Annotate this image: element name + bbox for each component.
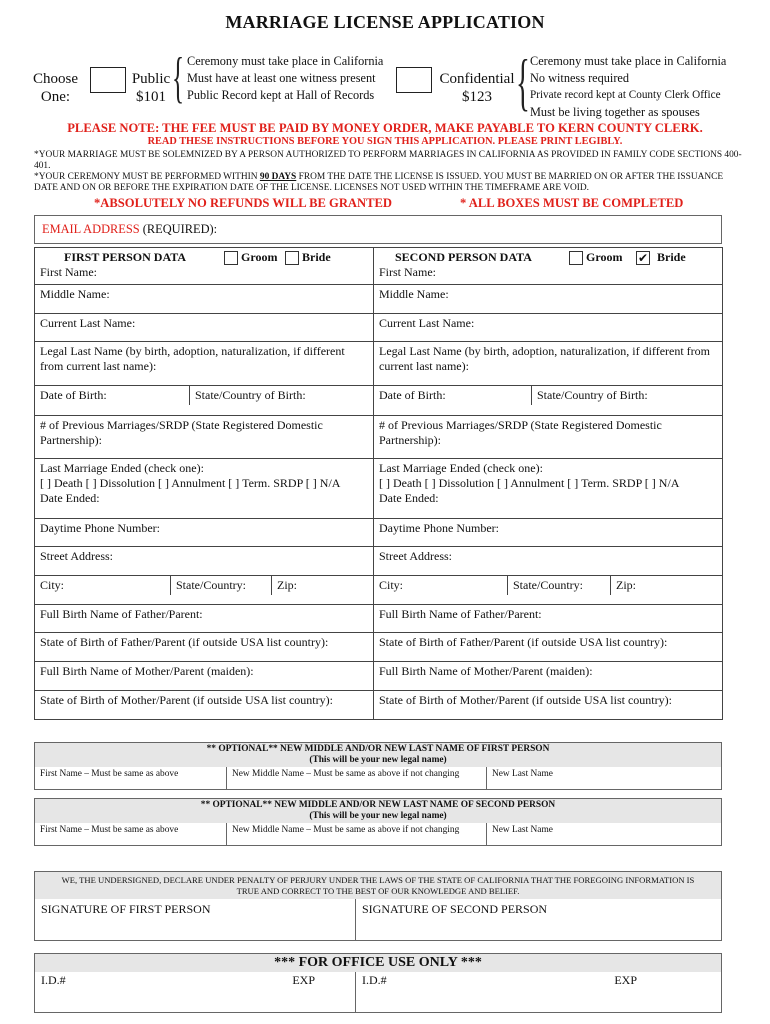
- declaration-text: WE, THE UNDERSIGNED, DECLARE UNDER PENALTY OF PERJURY UNDER THE LAWS OF THE STATE OF CALIFORNIA THAT THE FOREGOING INFORMATION IS TRUE AND CORRECT TO THE BEST OF OUR KNOWLEDGE AND BELIEF.: [35, 872, 721, 899]
- optional-name-section-first: ** OPTIONAL** NEW MIDDLE AND/OR NEW LAST NAME OF FIRST PERSON (This will be your new legal name) First Name – Must be same as above New Middle Name – Must be same as above if not changing New Last Name: [34, 742, 722, 790]
- first-mother-name-field[interactable]: Full Birth Name of Mother/Parent (maiden):: [35, 662, 374, 691]
- second-groom-checkbox[interactable]: [569, 251, 583, 265]
- no-refunds-warning: *ABSOLUTELY NO REFUNDS WILL BE GRANTED: [94, 196, 393, 210]
- public-checkbox[interactable]: [90, 67, 126, 93]
- optional-name-section-second: ** OPTIONAL** NEW MIDDLE AND/OR NEW LAST NAME OF SECOND PERSON (This will be your new legal name) First Name – Must be same as above New Middle Name – Must be same as above if not changing New Last Name: [34, 798, 722, 846]
- confidential-option-label: Confidential $123: [439, 71, 515, 105]
- first-middle-name-field[interactable]: Middle Name:: [35, 285, 374, 314]
- second-phone-field[interactable]: Daytime Phone Number:: [374, 519, 723, 547]
- solemnize-instruction: *YOUR MARRIAGE MUST BE SOLEMNIZED BY A PERSON AUTHORIZED TO PERFORM MARRIAGES IN CALIFORNIA AS PROVIDED IN FAMILY CODE SECTIONS 400-401.: [34, 150, 742, 171]
- applicant-data-table: [34, 247, 723, 720]
- second-bride-checkbox[interactable]: ✔: [637, 250, 649, 265]
- public-option-label: Public $101: [131, 71, 171, 105]
- read-instructions: READ THESE INSTRUCTIONS BEFORE YOU SIGN THIS APPLICATION. PLEASE PRINT LEGIBLY.: [147, 136, 623, 147]
- first-father-name-field[interactable]: Full Birth Name of Father/Parent:: [35, 605, 374, 633]
- second-legal-last-name-field[interactable]: Legal Last Name (by birth, adoption, naturalization, if different from current last name):: [374, 342, 723, 386]
- page-title: MARRIAGE LICENSE APPLICATION: [225, 12, 545, 32]
- second-first-name-field[interactable]: SECOND PERSON DATA Groom ✔ Bride First Name:: [374, 248, 723, 285]
- second-prev-marriages-field[interactable]: # of Previous Marriages/SRDP (State Registered Domestic Partnership):: [374, 416, 723, 459]
- second-father-name-field[interactable]: Full Birth Name of Father/Parent:: [374, 605, 723, 633]
- second-dob-field[interactable]: Date of Birth:: [374, 386, 532, 405]
- first-last-marriage-field[interactable]: Last Marriage Ended (check one): [ ] Death [ ] Dissolution [ ] Annulment [ ] Term. SRDP [ ] N/A Date Ended:: [35, 459, 374, 519]
- first-city-field[interactable]: City:: [35, 576, 171, 595]
- fee-notice: PLEASE NOTE: THE FEE MUST BE PAID BY MONEY ORDER, MAKE PAYABLE TO KERN COUNTY CLERK.: [67, 121, 703, 135]
- second-current-last-name-field[interactable]: Current Last Name:: [374, 314, 723, 342]
- first-state-country-field[interactable]: State/Country:: [171, 576, 272, 595]
- office-use-section: [34, 953, 722, 1013]
- confidential-brace: {: [516, 46, 530, 117]
- public-brace: {: [172, 47, 185, 109]
- opt2-first-name-field[interactable]: First Name – Must be same as above: [35, 823, 227, 845]
- second-father-state-field[interactable]: State of Birth of Father/Parent (if outside USA list country):: [374, 633, 723, 662]
- second-mother-state-field[interactable]: State of Birth of Mother/Parent (if outside USA list country):: [374, 691, 723, 720]
- second-mother-name-field[interactable]: Full Birth Name of Mother/Parent (maiden):: [374, 662, 723, 691]
- opt2-middle-name-field[interactable]: New Middle Name – Must be same as above if not changing: [227, 823, 487, 845]
- opt2-last-name-field[interactable]: New Last Name: [492, 825, 553, 835]
- second-zip-field[interactable]: Zip:: [616, 578, 636, 592]
- first-last-marriage-options[interactable]: [ ] Death [ ] Dissolution [ ] Annulment [ ] Term. SRDP [ ] N/A: [40, 476, 341, 490]
- first-current-last-name-field[interactable]: Current Last Name:: [35, 314, 374, 342]
- choose-one-label: Choose One:: [33, 71, 78, 105]
- office-first-id: I.D.# EXP: [35, 972, 356, 1012]
- public-notes: Ceremony must take place in California Must have at least one witness present Public Record kept at Hall of Records: [187, 54, 384, 102]
- second-middle-name-field[interactable]: Middle Name:: [374, 285, 723, 314]
- second-person-heading: SECOND PERSON DATA: [395, 250, 532, 264]
- second-state-birth-field[interactable]: State/Country of Birth:: [537, 388, 648, 402]
- office-use-title: *** FOR OFFICE USE ONLY ***: [35, 954, 721, 972]
- first-phone-field[interactable]: Daytime Phone Number:: [35, 519, 374, 547]
- first-mother-state-field[interactable]: State of Birth of Mother/Parent (if outside USA list country):: [35, 691, 374, 720]
- opt1-last-name-field[interactable]: New Last Name: [492, 769, 553, 779]
- second-last-marriage-options[interactable]: [ ] Death [ ] Dissolution [ ] Annulment [ ] Term. SRDP [ ] N/A: [379, 476, 680, 490]
- office-second-id: I.D.# EXP: [362, 973, 637, 987]
- first-signature-field[interactable]: SIGNATURE OF FIRST PERSON: [35, 899, 356, 940]
- second-city-field[interactable]: City:: [374, 576, 508, 595]
- second-street-field[interactable]: Street Address:: [374, 547, 723, 576]
- first-first-name-field[interactable]: FIRST PERSON DATA Groom Bride First Name:: [35, 248, 374, 285]
- ceremony-instruction: *YOUR CEREMONY MUST BE PERFORMED WITHIN 90 DAYS FROM THE DATE THE LICENSE IS ISSUED. YOU MUST BE MARRIED ON OR AFTER THE ISSUANCE DATE AND ON OR BEFORE THE EXPIRATION DATE OF THE LICENSE. LICENSES NOT USED WITHIN THE TIMEFRAME ARE VOID.: [34, 172, 724, 193]
- first-state-birth-field[interactable]: State/Country of Birth:: [195, 388, 306, 402]
- second-signature-field[interactable]: SIGNATURE OF SECOND PERSON: [362, 902, 548, 916]
- email-field[interactable]: EMAIL ADDRESS (REQUIRED):: [34, 215, 722, 244]
- first-groom-checkbox[interactable]: [224, 251, 238, 265]
- first-dob-field[interactable]: Date of Birth:: [35, 386, 190, 405]
- first-legal-last-name-field[interactable]: Legal Last Name (by birth, adoption, naturalization, if different from current last name):: [35, 342, 374, 386]
- first-zip-field[interactable]: Zip:: [277, 578, 297, 592]
- first-father-state-field[interactable]: State of Birth of Father/Parent (if outside USA list country):: [35, 633, 374, 662]
- second-last-marriage-field[interactable]: Last Marriage Ended (check one): [ ] Death [ ] Dissolution [ ] Annulment [ ] Term. SRDP [ ] N/A Date Ended:: [374, 459, 723, 519]
- first-prev-marriages-field[interactable]: # of Previous Marriages/SRDP (State Registered Domestic Partnership):: [35, 416, 374, 459]
- first-person-heading: FIRST PERSON DATA: [64, 250, 187, 264]
- all-boxes-warning: * ALL BOXES MUST BE COMPLETED: [460, 196, 684, 210]
- opt1-first-name-field[interactable]: First Name – Must be same as above: [35, 767, 227, 789]
- second-state-country-field[interactable]: State/Country:: [508, 576, 611, 595]
- opt1-middle-name-field[interactable]: New Middle Name – Must be same as above if not changing: [227, 767, 487, 789]
- first-bride-checkbox[interactable]: [285, 251, 299, 265]
- confidential-checkbox[interactable]: [396, 67, 432, 93]
- declaration-section: [34, 871, 722, 941]
- confidential-notes: Ceremony must take place in California No witness required Private record kept at County Clerk Office Must be living together as spouses: [530, 54, 727, 119]
- first-street-field[interactable]: Street Address:: [35, 547, 374, 576]
